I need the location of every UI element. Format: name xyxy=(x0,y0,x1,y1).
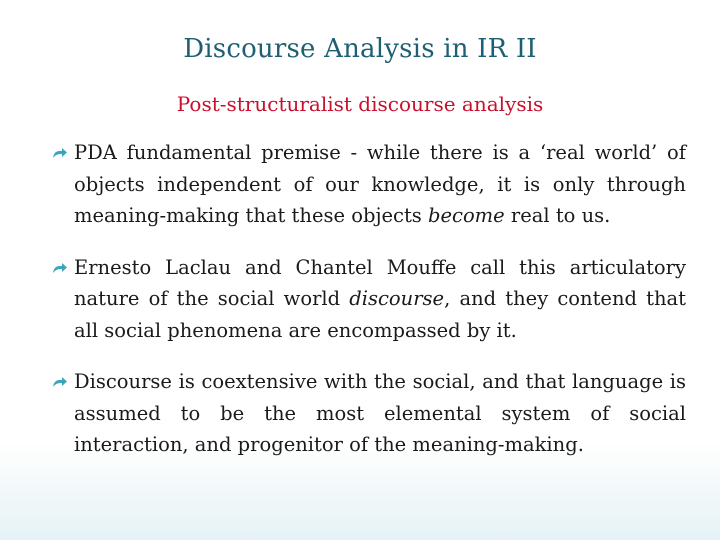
bullet-text-italic: discourse xyxy=(349,287,445,310)
bullet-text-segment: real to us. xyxy=(504,204,611,227)
curved-arrow-bullet-icon xyxy=(52,137,74,169)
bullet-text-segment: Discourse is coextensive with the social, and that language is assumed to be the most elemental system of social interaction, and progenitor of the meaning-making. xyxy=(74,370,686,456)
bullet-text-segment: , and they contend that all social phenomena are encompassed by it. xyxy=(74,287,686,342)
curved-arrow-bullet-icon xyxy=(52,252,74,284)
bullet-text-segment: Ernesto Laclau and Chantel Mouffe call this articulatory nature of the social world xyxy=(74,255,686,310)
bullet-item xyxy=(52,252,686,347)
curved-arrow-bullet-icon xyxy=(52,366,74,398)
bullet-item xyxy=(52,366,686,461)
bullet-list xyxy=(52,137,686,481)
bullet-item xyxy=(52,137,686,232)
slide-title: Discourse Analysis in IR II xyxy=(183,34,537,64)
bullet-text-segment: PDA fundamental premise - while there is a ‘real world’ of objects independent of our knowledge, it is only through meaning-making that these objects xyxy=(74,141,686,227)
slide-subtitle: Post-structuralist discourse analysis xyxy=(176,92,544,116)
bullet-text-italic: become xyxy=(428,204,505,227)
